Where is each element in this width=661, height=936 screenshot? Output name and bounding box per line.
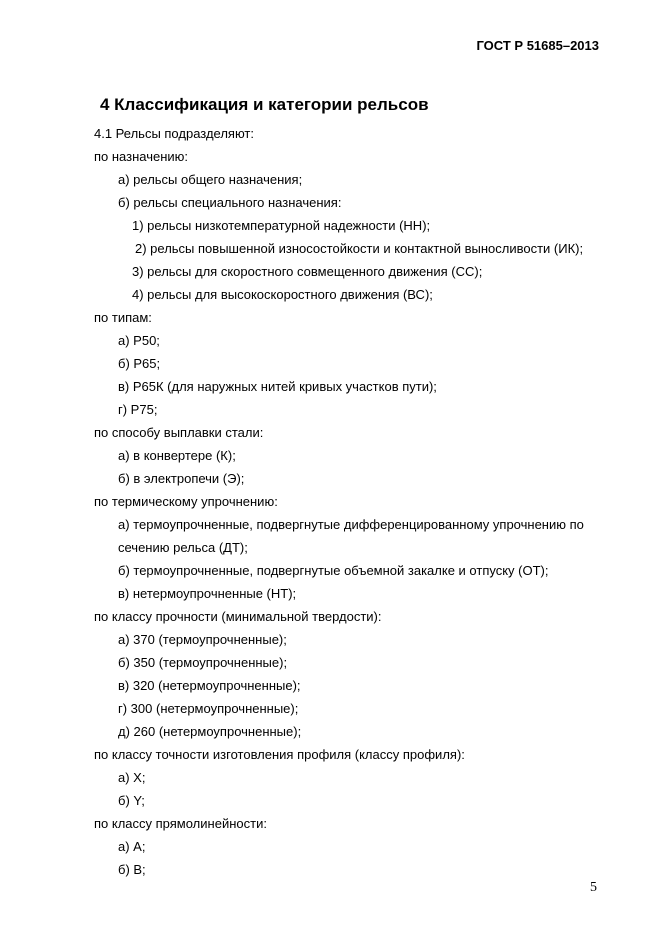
- list-item: а) А;: [118, 839, 146, 854]
- list-item: а) 370 (термоупрочненные);: [118, 632, 287, 647]
- section-title: 4 Классификация и категории рельсов: [100, 95, 429, 114]
- list-item: г) Р75;: [118, 402, 158, 417]
- category-heading-purpose: по назначению:: [94, 149, 189, 164]
- list-item: в) Р65К (для наружных нитей кривых участков пути);: [118, 379, 437, 394]
- list-item: б) в электропечи (Э);: [118, 471, 245, 486]
- category-heading-types: по типам:: [94, 310, 152, 325]
- list-item: б) В;: [118, 862, 146, 877]
- document-code-header: ГОСТ Р 51685–2013: [476, 38, 599, 53]
- list-item: б) 350 (термоупрочненные);: [118, 655, 288, 670]
- category-heading-smelting: по способу выплавки стали:: [94, 425, 264, 440]
- sub-list-item: 3) рельсы для скоростного совмещенного движения (СС);: [132, 264, 483, 279]
- clause-4-1: 4.1 Рельсы подразделяют:: [94, 126, 254, 141]
- sub-list-item: 1) рельсы низкотемпературной надежности (НН);: [132, 218, 431, 233]
- list-item: а) Р50;: [118, 333, 160, 348]
- list-item: б) Р65;: [118, 356, 161, 371]
- list-item: б) термоупрочненные, подвергнутые объемной закалке и отпуску (ОТ);: [118, 563, 549, 578]
- category-heading-strength: по классу прочности (минимальной твердости):: [94, 609, 382, 624]
- sub-list-item: 4) рельсы для высокоскоростного движения (ВС);: [132, 287, 433, 302]
- category-heading-hardening: по термическому упрочнению:: [94, 494, 278, 509]
- list-item: а) Х;: [118, 770, 146, 785]
- category-heading-profile-class: по классу точности изготовления профиля (классу профиля):: [94, 747, 465, 762]
- sub-list-item: 2) рельсы повышенной износостойкости и контактной выносливости (ИК);: [135, 241, 584, 256]
- list-item: в) 320 (нетермоупрочненные);: [118, 678, 301, 693]
- category-heading-straightness: по классу прямолинейности:: [94, 816, 267, 831]
- list-item: б) Y;: [118, 793, 145, 808]
- page-number: 5: [590, 880, 597, 895]
- list-item: в) нетермоупрочненные (НТ);: [118, 586, 297, 601]
- list-item-continuation: сечению рельса (ДТ);: [118, 540, 248, 555]
- list-item: а) термоупрочненные, подвергнутые дифференцированному упрочнению по: [118, 517, 584, 532]
- list-item: а) рельсы общего назначения;: [118, 172, 303, 187]
- list-item: б) рельсы специального назначения:: [118, 195, 342, 210]
- list-item: д) 260 (нетермоупрочненные);: [118, 724, 302, 739]
- list-item: а) в конвертере (К);: [118, 448, 236, 463]
- list-item: г) 300 (нетермоупрочненные);: [118, 701, 299, 716]
